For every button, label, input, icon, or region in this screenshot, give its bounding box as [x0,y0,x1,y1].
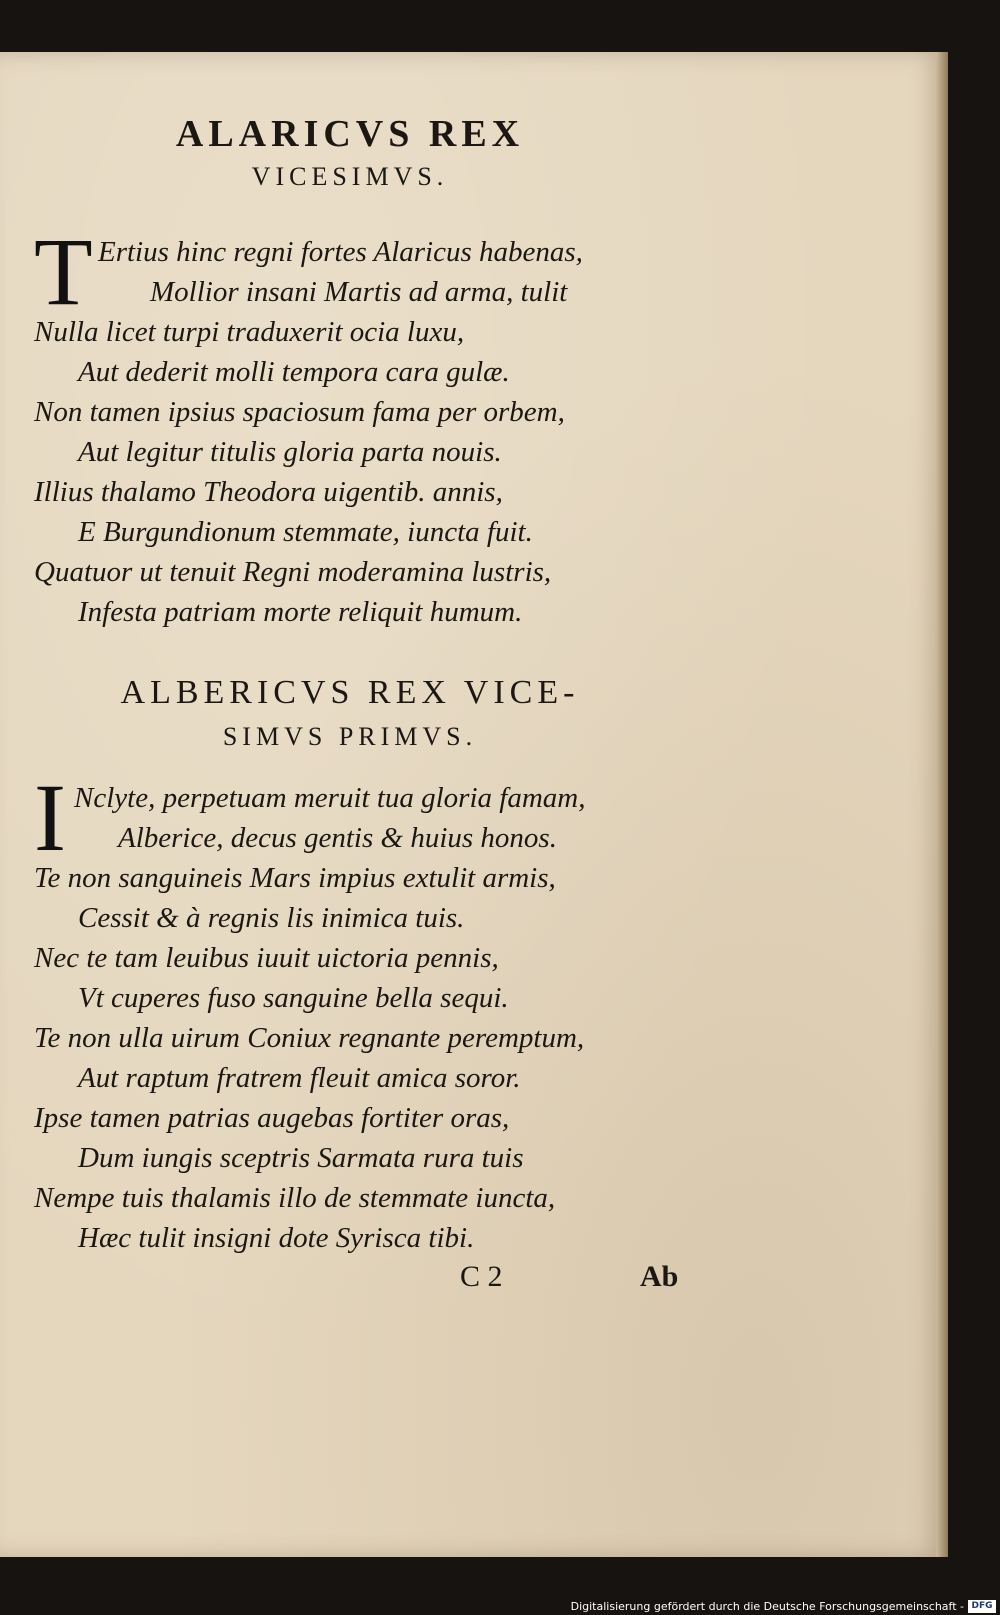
verse-line: Nempe tuis thalamis illo de stemmate iuncta, [34,1182,556,1214]
verse-line: Te non ulla uirum Coniux regnante peremptum, [34,1022,585,1054]
section2-drop-initial: I [34,764,66,871]
verse-line: Mollior insani Martis ad arma, tulit [150,276,568,308]
book-page [0,52,945,1557]
section2-title-line2: SIMVS PRIMVS. [222,722,478,751]
verse-line: Cessit & à regnis lis inimica tuis. [78,902,465,934]
verse-line: Dum iungis sceptris Sarmata rura tuis [78,1142,524,1174]
catchword: Ab [640,1260,679,1293]
verse-line: Aut dederit molli tempora cara gulæ. [78,356,510,388]
verse-line: Te non sanguineis Mars impius extulit armis, [34,862,556,894]
verse-line: Aut legitur titulis gloria parta nouis. [78,436,502,468]
section2-title-line1: ALBERICVS REX VICE- [120,674,580,711]
signature-mark: C 2 [460,1260,503,1293]
verse-line: Nec te tam leuibus iuuit uictoria pennis, [34,942,499,974]
dfg-logo: DFG [968,1600,996,1613]
verse-line: Vt cuperes fuso sanguine bella sequi. [78,982,509,1014]
verse-line: Ertius hinc regni fortes Alaricus habenas, [98,236,583,268]
verse-line: Ipse tamen patrias augebas fortiter oras, [34,1102,510,1134]
verse-line: Quatuor ut tenuit Regni moderamina lustris, [34,556,552,588]
verse-line: Nulla licet turpi traduxerit ocia luxu, [34,316,465,348]
section1-title-line1: ALARICVS REX [175,113,525,155]
digitization-credit: Digitalisierung gefördert durch die Deutsche Forschungsgemeinschaft - [570,1600,964,1613]
section1-title-line2: VICESIMVS. [251,162,449,191]
verse-line: Non tamen ipsius spaciosum fama per orbem, [34,396,565,428]
verse-line: Hæc tulit insigni dote Syrisca tibi. [78,1222,475,1254]
verse-line: Aut raptum fratrem fleuit amica soror. [78,1062,521,1094]
verse-line: E Burgundionum stemmate, iuncta fuit. [78,516,533,548]
section1-drop-initial: T [34,218,93,325]
verse-line: Nclyte, perpetuam meruit tua gloria famam, [74,782,586,814]
page-edge [936,52,948,1557]
verse-line: Illius thalamo Theodora uigentib. annis, [34,476,503,508]
verse-line: Infesta patriam morte reliquit humum. [78,596,523,628]
verse-line: Alberice, decus gentis & huius honos. [118,822,557,854]
